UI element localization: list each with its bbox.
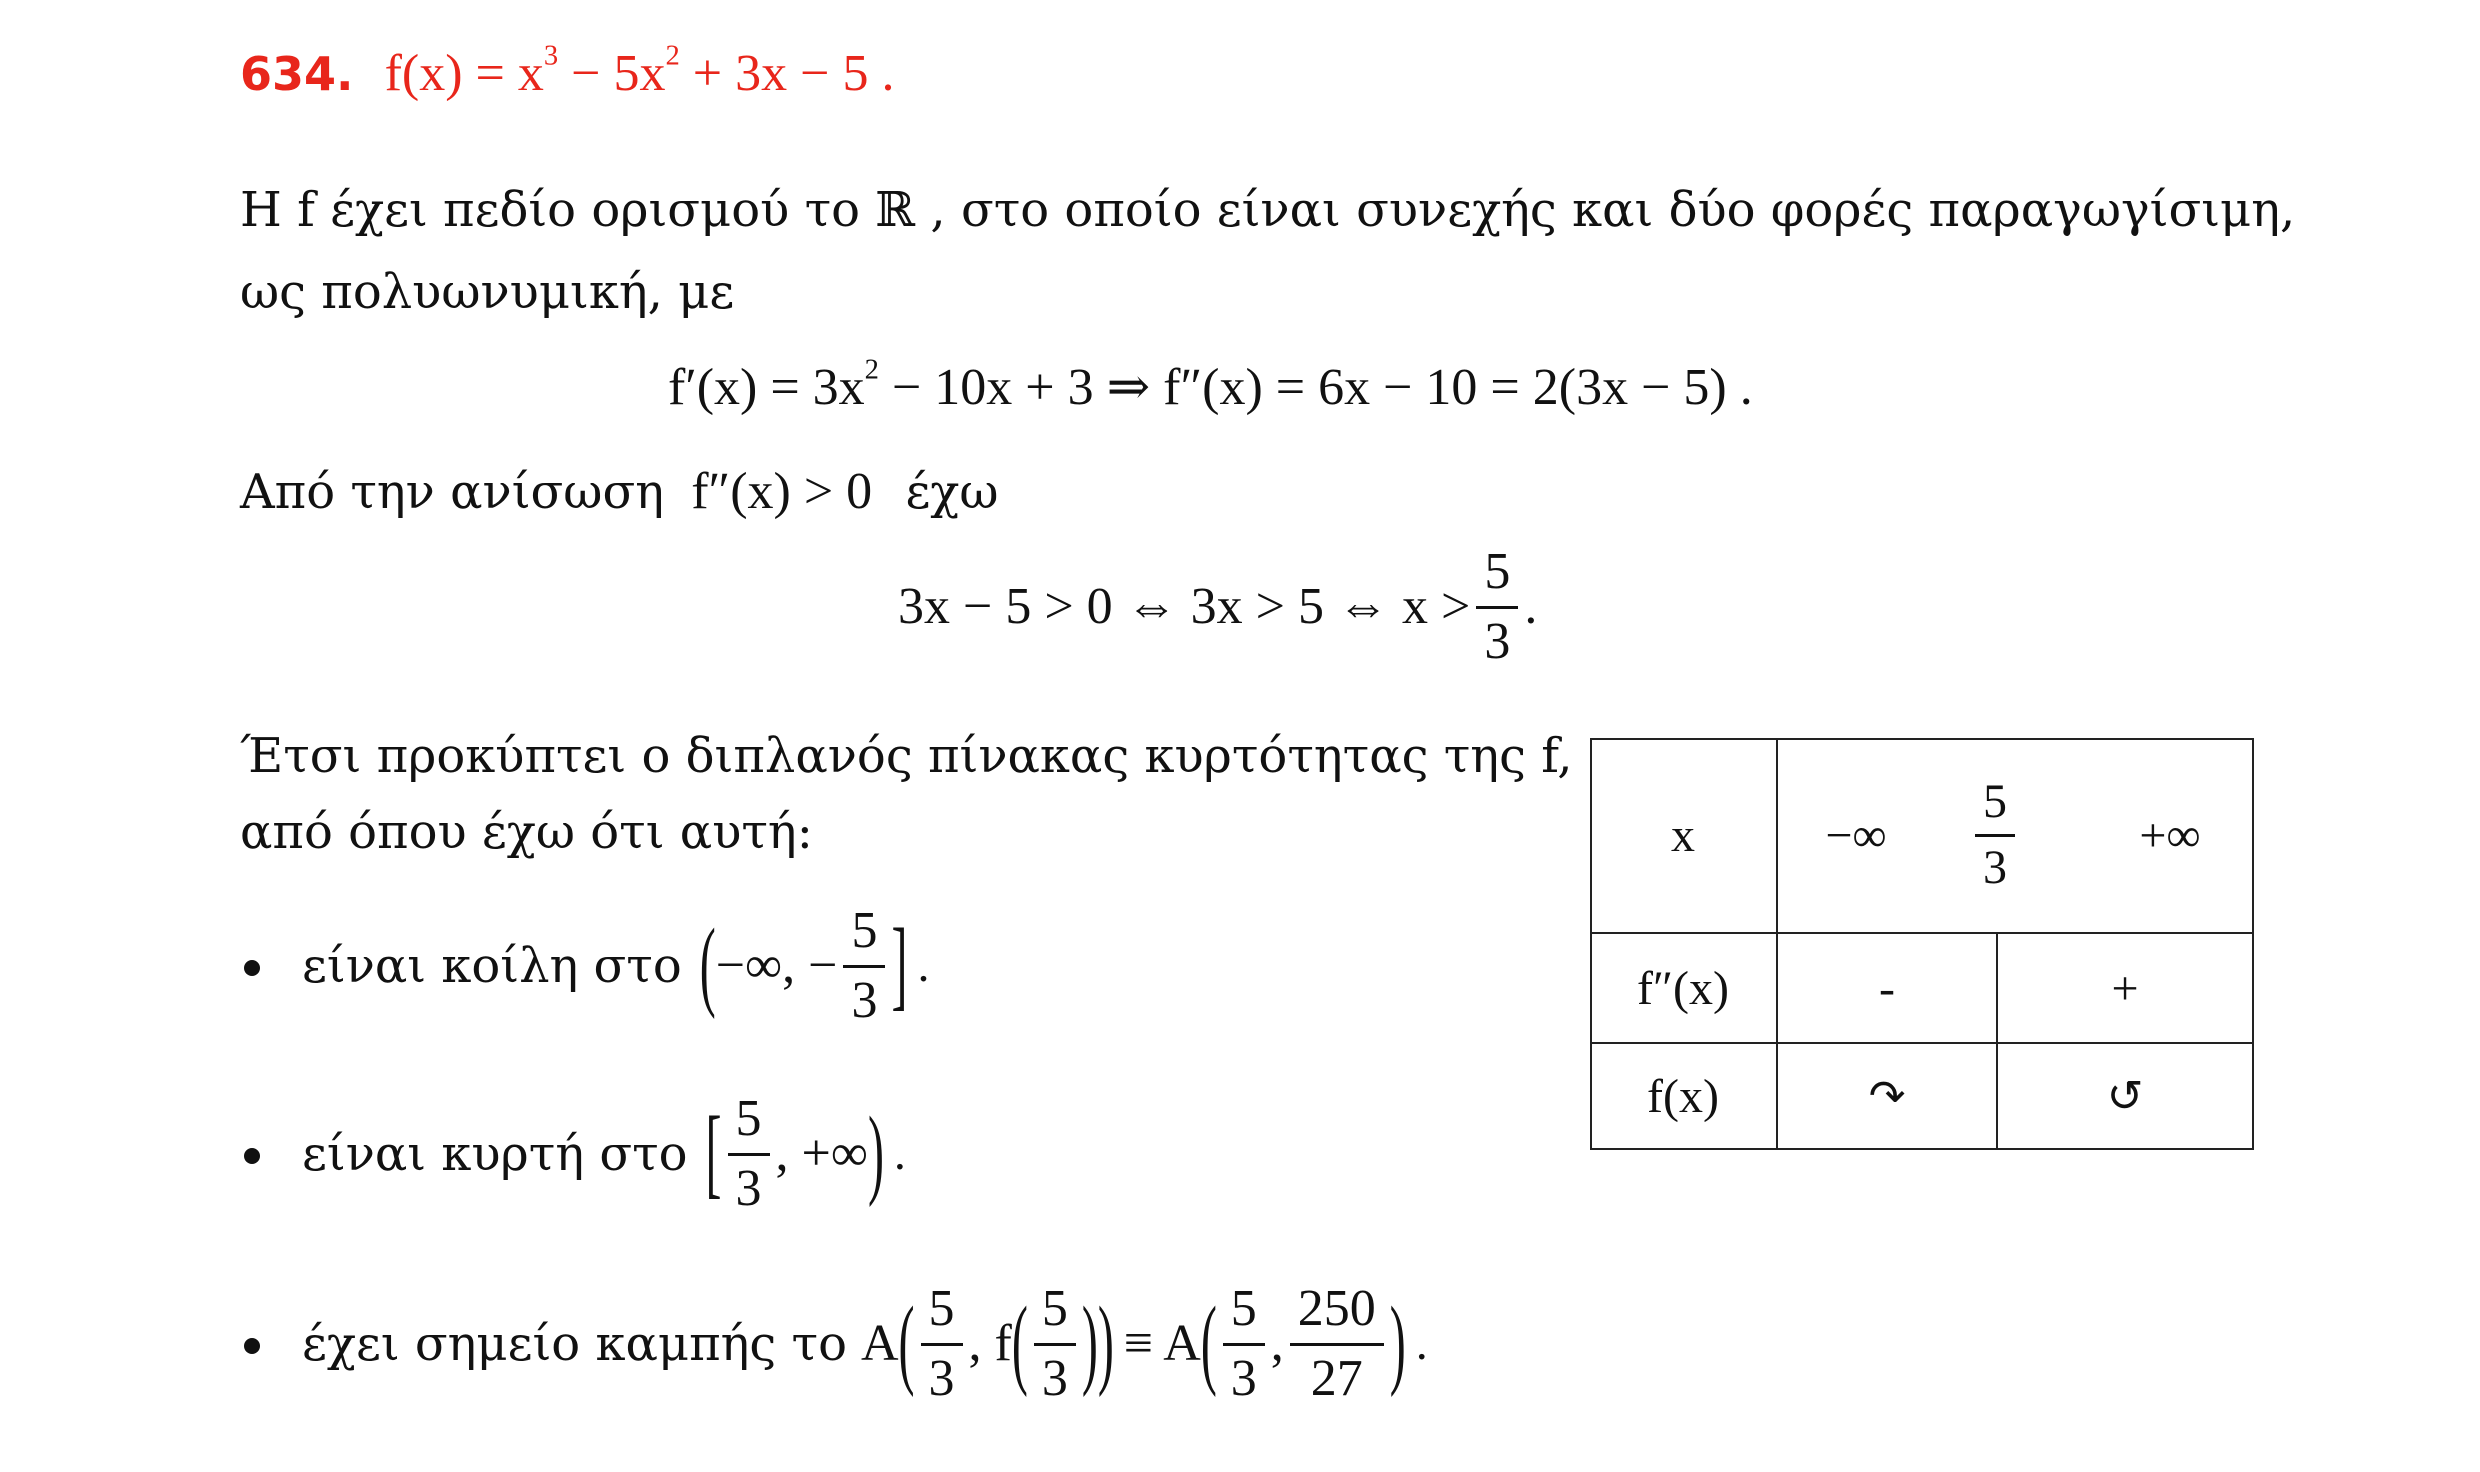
bullet-1-text: είναι κοίλη στο: [302, 938, 682, 994]
fraction-bar: [728, 1153, 770, 1156]
bullet-item-1: [302, 901, 930, 1029]
fraction-numerator: 5: [1041, 1279, 1068, 1337]
fraction-denominator: 3: [1484, 612, 1511, 670]
bullet-3-fraction-1: [921, 1279, 963, 1407]
bullet-2-period: .: [893, 1127, 906, 1180]
bullet-1-open-paren: (: [699, 909, 716, 1021]
bullet-2-text: είναι κυρτή στο: [302, 1126, 688, 1182]
bullet-1-fraction: [843, 901, 885, 1029]
fraction-bar: [921, 1343, 963, 1346]
bullet-dot-2: [244, 1148, 260, 1164]
fraction-numerator: 5: [851, 901, 878, 959]
table-critical-point: [1920, 738, 2070, 932]
table-header-x: x: [1671, 808, 1695, 862]
bullet-item-3: έχει σημείο καμπής το A ( $\frac{5}{3}$ , f ( $\frac{5}{3}$ )) ≡ A ( $\frac{5}{3}$ , $\frac{250}{27}$ ) .: [302, 1279, 1428, 1407]
table-second-derivative-label: f″(x): [1637, 961, 1729, 1015]
bullet-dot-3: [244, 1338, 260, 1354]
bullet-2-fraction: [728, 1089, 770, 1217]
paragraph-3-line-2: από όπου έχω ότι αυτή:: [240, 804, 813, 860]
table-second-derivative-right-sign: +: [2111, 961, 2139, 1015]
inequality-left: 3x − 5 > 0 ⇔ 3x > 5 ⇔ x >: [898, 578, 1471, 636]
paragraph-1-line-2: ως πολυωνυμική, με: [240, 264, 735, 320]
fraction-denominator: 3: [1041, 1349, 1068, 1407]
fraction-denominator: 3: [1983, 840, 2007, 894]
paragraph-2-tail: έχω: [905, 464, 999, 520]
table-function-label: f(x): [1647, 1069, 1719, 1123]
paragraph-3-line-1: Έτσι προκύπτει ο διπλανός πίνακας κυρτότητας της f,: [240, 728, 1573, 784]
function-part-2: − 5x: [558, 45, 666, 102]
bullet-3-fraction-4: [1290, 1279, 1384, 1407]
exponent-3: 3: [543, 40, 559, 72]
derivative-exponent: 2: [864, 354, 879, 386]
fraction-denominator: 3: [735, 1159, 762, 1217]
derivative-equation: [668, 354, 1753, 416]
exercise-function: [384, 40, 895, 102]
bullet-3-f: , f: [968, 1315, 1012, 1372]
bullet-3-comma: ,: [1270, 1315, 1284, 1372]
bullet-3-fraction-3: [1223, 1279, 1265, 1407]
bullet-1-period: .: [917, 939, 930, 992]
inequality-fraction: [1476, 545, 1518, 669]
exercise-number: 634.: [240, 47, 354, 101]
fraction-numerator: 5: [735, 1089, 762, 1147]
table-plus-infinity: +∞: [2139, 808, 2201, 862]
derivative-part-1: f′(x) = 3x: [668, 359, 865, 416]
fraction-bar: [1223, 1343, 1265, 1346]
critical-point-fraction: [1975, 777, 2015, 893]
bullet-3-equiv: ≡ A: [1123, 1315, 1201, 1372]
fraction-bar: [1975, 834, 2015, 837]
fraction-denominator: 3: [1230, 1349, 1257, 1407]
inequality-equation: [898, 545, 1537, 669]
fraction-numerator: 5: [1983, 775, 2007, 829]
table-second-derivative-left-sign: -: [1879, 961, 1895, 1015]
fraction-denominator: 3: [851, 971, 878, 1029]
table-function-right-cell: [1998, 1044, 2252, 1148]
table-minus-infinity: −∞: [1825, 808, 1887, 862]
bullet-2-right: , +∞: [775, 1125, 868, 1182]
fraction-denominator: 3: [928, 1349, 955, 1407]
paragraph-1-line-1: Η f έχει πεδίο ορισμού το ℝ , στο οποίο είναι συνεχής και δύο φορές παραγωγίσιμη,: [240, 182, 2296, 238]
fraction-bar: [843, 965, 885, 968]
paragraph-2-math: f″(x) > 0: [691, 463, 873, 520]
bullet-3-period: .: [1415, 1317, 1428, 1370]
bullet-3-fraction-2: [1034, 1279, 1076, 1407]
paragraph-2: [240, 463, 999, 520]
fraction-bar: [1034, 1343, 1076, 1346]
bullet-1-left: −∞, −: [715, 937, 838, 994]
fraction-numerator: 5: [928, 1279, 955, 1337]
paragraph-2-text: Από την ανίσωση: [240, 464, 664, 520]
bullet-3-text: έχει σημείο καμπής το: [302, 1316, 847, 1372]
fraction-bar: [1290, 1343, 1384, 1346]
function-part-3: + 3x − 5 .: [679, 45, 895, 102]
exercise-title: [240, 40, 895, 103]
bullet-item-2: [302, 1089, 906, 1217]
convexity-table: [1590, 738, 2254, 1150]
derivative-part-2: − 10x + 3 ⇒ f″(x) = 6x − 10 = 2(3x − 5) .: [878, 359, 1753, 416]
bullet-2-open-bracket: [: [705, 1097, 722, 1209]
concave-down-arrow-icon: ↷: [1868, 1070, 1906, 1122]
fraction-numerator: 250: [1297, 1279, 1376, 1337]
bullet-dot-1: [244, 960, 260, 976]
function-part-1: f(x) = x: [384, 45, 544, 102]
fraction-numerator: 5: [1230, 1279, 1257, 1337]
concave-up-arrow-icon: ↺: [2106, 1070, 2144, 1122]
fraction-denominator: 27: [1310, 1349, 1363, 1407]
bullet-2-close-paren: ): [867, 1097, 884, 1209]
exponent-2: 2: [665, 40, 680, 72]
bullet-3-point-A: A: [860, 1315, 899, 1372]
fraction-numerator: 5: [1484, 543, 1511, 600]
table-function-left-cell: [1778, 1044, 1996, 1148]
fraction-bar: [1476, 606, 1518, 609]
bullet-1-close-bracket: ]: [891, 909, 908, 1021]
inequality-period: .: [1524, 578, 1538, 636]
